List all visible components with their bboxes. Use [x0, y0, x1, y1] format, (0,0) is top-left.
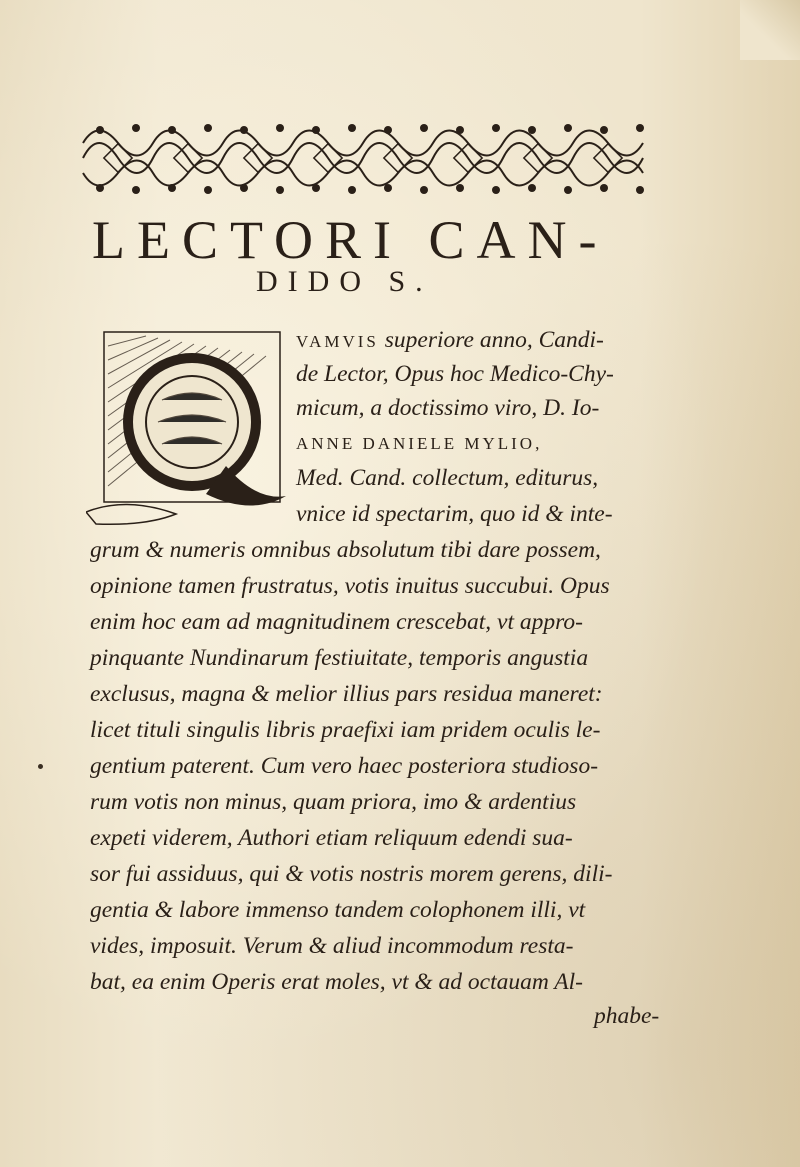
text-line-15: expeti viderem, Authori etiam reliquum edendi sua- — [90, 825, 573, 851]
text-line-10: pinquante Nundinarum festiuitate, temporis angustia — [90, 645, 589, 671]
text-line-6: vnice id spectarim, quo id & inte- — [296, 501, 613, 527]
text-line-1 — [296, 322, 604, 358]
text-line-11: exclusus, magna & melior illius pars residua maneret: — [90, 681, 603, 707]
text-line-12: licet tituli singulis libris praefixi iam pridem oculis le- — [90, 717, 601, 743]
text-line-9: enim hoc eam ad magnitudinem crescebat, vt appro- — [90, 609, 583, 635]
page-title-continued: DIDO S. — [256, 265, 433, 298]
text-line-5: Med. Cand. collectum, editurus, — [296, 465, 599, 491]
page-title: LECTORI CAN- — [92, 210, 609, 270]
text-line-8: opinione tamen frustratus, votis inuitus succubui. Opus — [90, 573, 610, 599]
text-line-13: gentium paterent. Cum vero haec posteriora studioso- — [90, 753, 599, 779]
text-line-2: de Lector, Opus hoc Medico-Chy- — [296, 361, 614, 387]
text-line-1-rest: superiore anno, Candi- — [384, 327, 604, 353]
decorated-initial-icon — [86, 326, 292, 530]
margin-dot — [38, 764, 43, 769]
text-line-7: grum & numeris omnibus absolutum tibi dare possem, — [90, 537, 601, 563]
catchword: phabe- — [594, 1003, 660, 1029]
page-corner — [740, 0, 800, 60]
text-line-18: vides, imposuit. Verum & aliud incommodum resta- — [90, 933, 574, 959]
text-line-16: sor fui assiduus, qui & votis nostris morem gerens, dili- — [90, 861, 613, 887]
text-line-4: ANNE DANIELE MYLIO, — [296, 434, 543, 453]
text-line-14: rum votis non minus, quam priora, imo & ardentius — [90, 789, 577, 815]
text-line-3: micum, a doctissimo viro, D. Io- — [296, 395, 600, 421]
text-line-17: gentia & labore immenso tandem colophonem illi, vt — [90, 897, 586, 923]
headpiece-ornament-icon — [78, 118, 658, 200]
first-word-caps: VAMVIS — [296, 332, 379, 351]
text-line-19: bat, ea enim Operis erat moles, vt & ad octauam Al- — [90, 969, 583, 995]
